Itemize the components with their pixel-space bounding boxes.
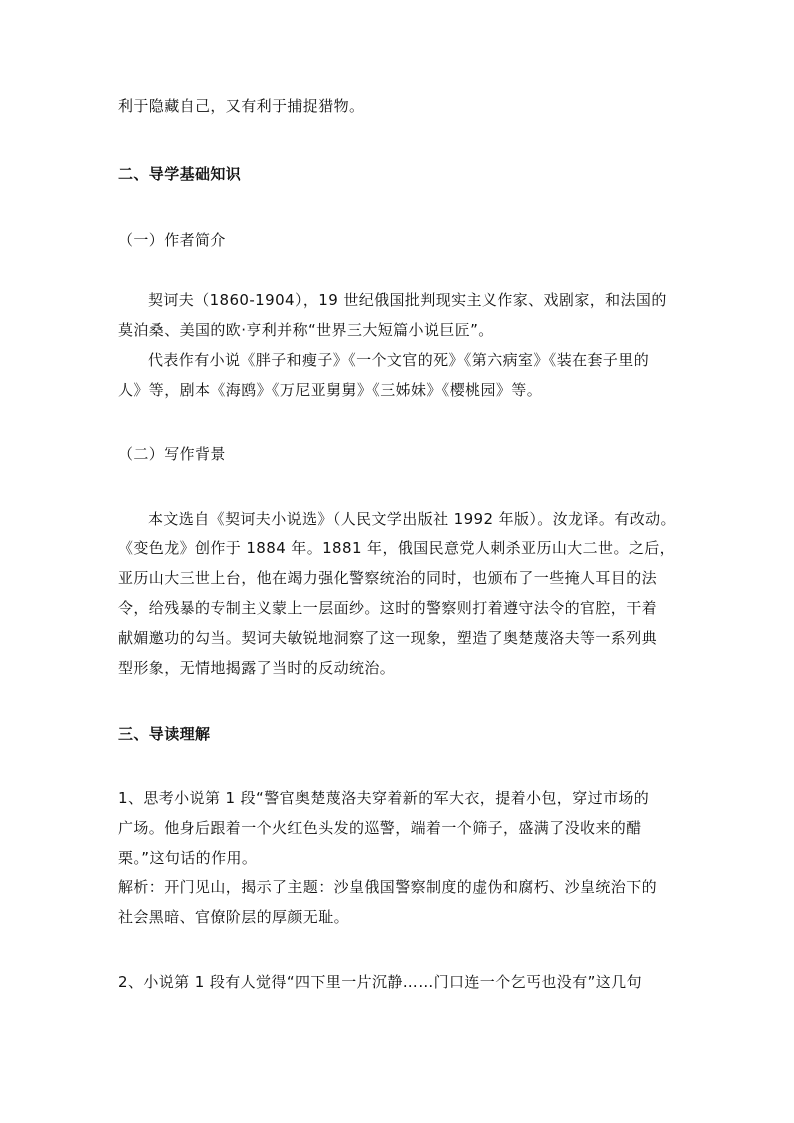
background-paragraph-line: 令，给残暴的专制主义蒙上一层面纱。这时的警察则打着遵守法令的官腔，干着 xyxy=(118,599,658,617)
background-paragraph-line: 献媚邀功的勾当。契诃夫敏锐地洞察了这一现象，塑造了奥楚蔑洛夫等一系列典 xyxy=(118,629,658,647)
answer-1-line: 社会黑暗、官僚阶层的厚颜无耻。 xyxy=(118,908,350,926)
author-paragraph-line: 契诃夫（1860-1904），19 世纪俄国批判现实主义作家、戏剧家，和法国的 xyxy=(148,291,667,309)
question-1-line: 栗。”这句话的作用。 xyxy=(118,849,258,867)
question-1-line: 广场。他身后跟着一个火红色头发的巡警，端着一个筛子，盛满了没收来的醋 xyxy=(118,819,642,837)
section-heading-basics: 二、导学基础知识 xyxy=(118,165,242,183)
paragraph-continuation: 利于隐藏自己，又有利于捕捉猎物。 xyxy=(118,97,365,115)
section-heading-reading: 三、导读理解 xyxy=(118,725,211,743)
question-2-line: 2、小说第 1 段有人觉得“四下里一片沉静……门口连一个乞丐也没有”这几句 xyxy=(118,973,642,991)
subsection-heading-author: （一）作者简介 xyxy=(118,231,226,249)
background-paragraph-line: 《变色龙》创作于 1884 年。1881 年，俄国民意党人刺杀亚历山大二世。之后， xyxy=(118,539,676,557)
background-paragraph-line: 本文选自《契诃夫小说选》（人民文学出版社 1992 年版）。汝龙译。有改动。 xyxy=(148,510,676,528)
question-1-line: 1、思考小说第 1 段“警官奥楚蔑洛夫穿着新的军大衣，提着小包，穿过市场的 xyxy=(118,789,650,807)
works-paragraph-line: 人》等，剧本《海鸥》《万尼亚舅舅》《三姊妹》《樱桃园》等。 xyxy=(118,381,543,399)
subsection-heading-background: （二）写作背景 xyxy=(118,445,226,463)
answer-1-line: 解析：开门见山，揭示了主题：沙皇俄国警察制度的虚伪和腐朽、沙皇统治下的 xyxy=(118,878,658,896)
works-paragraph-line: 代表作有小说《胖子和瘦子》《一个文官的死》《第六病室》《装在套子里的 xyxy=(148,351,650,369)
background-paragraph-line: 亚历山大三世上台，他在竭力强化警察统治的同时，也颁布了一些掩人耳目的法 xyxy=(118,569,658,587)
background-paragraph-line: 型形象，无情地揭露了当时的反动统治。 xyxy=(118,659,396,677)
author-paragraph-line: 莫泊桑、美国的欧·亨利并称“世界三大短篇小说巨匠”。 xyxy=(118,321,494,339)
